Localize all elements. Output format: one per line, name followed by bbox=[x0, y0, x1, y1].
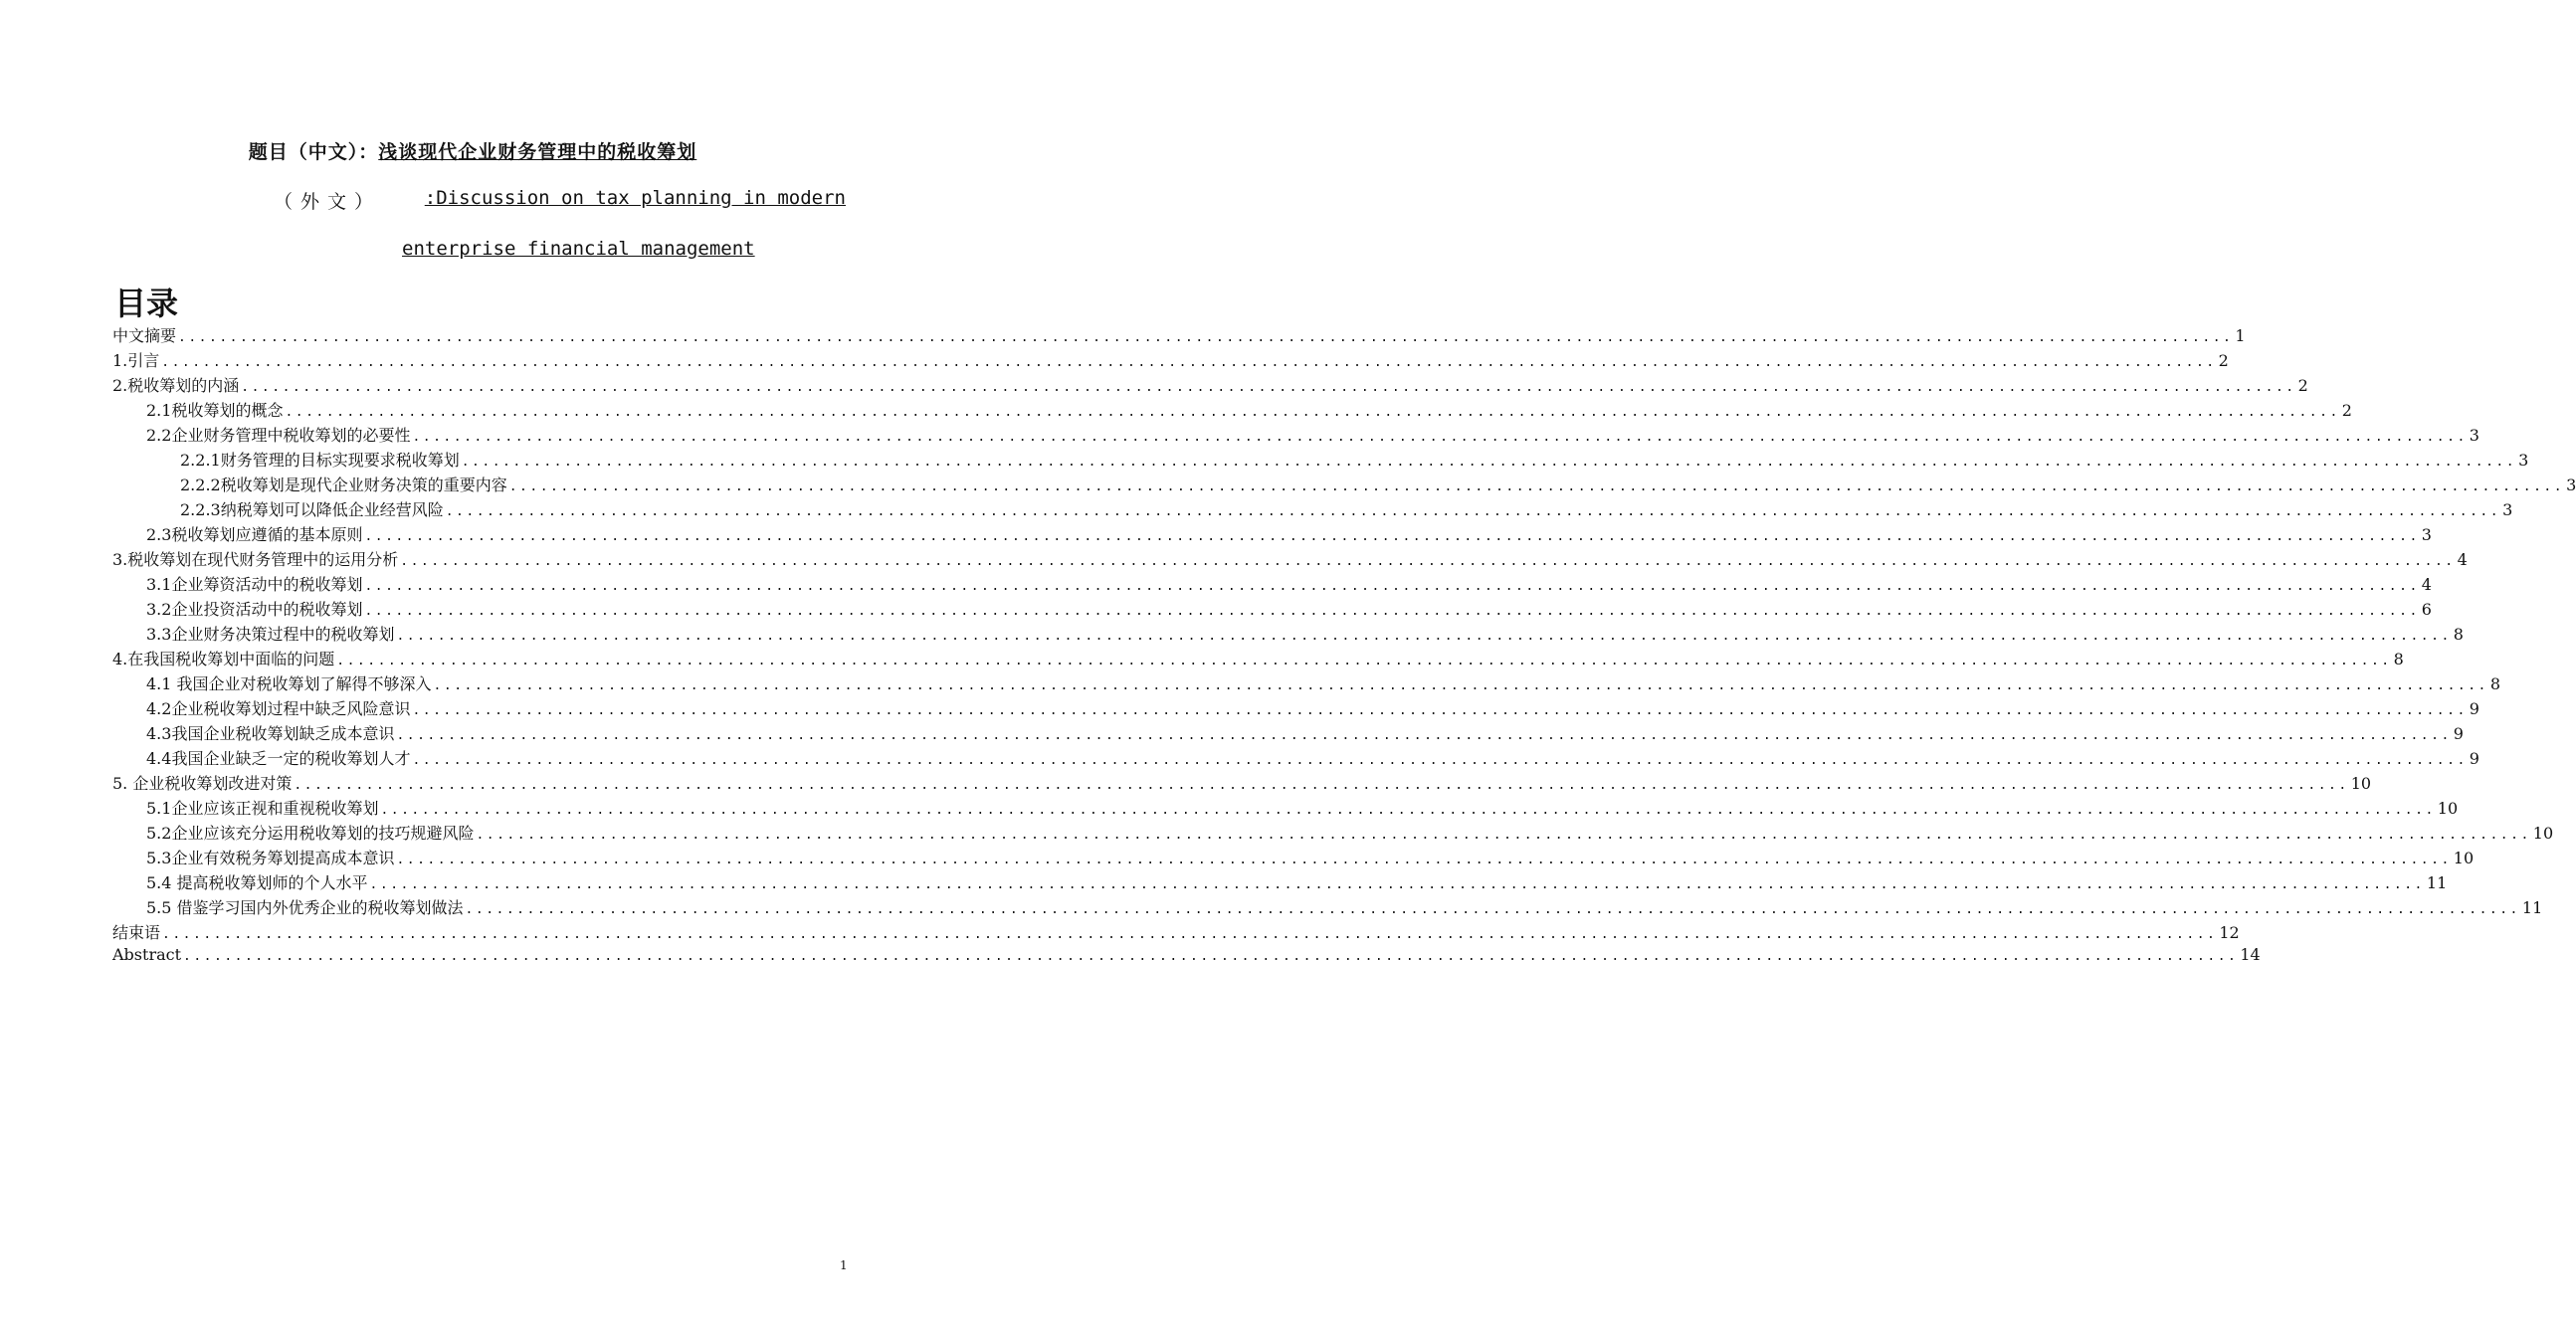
toc-entry-title: 5.3企业有效税务筹划提高成本意识 bbox=[146, 849, 395, 867]
toc-leader-dots: ........................................................................................................................................................................................................ bbox=[400, 554, 2456, 569]
toc-entry-title: 2.2.2税收筹划是现代企业财务决策的重要内容 bbox=[180, 476, 507, 494]
toc-entry-page: 11 bbox=[2426, 873, 2448, 892]
toc-leader-dots: ........................................................................................................................................................................................................ bbox=[380, 803, 2436, 818]
toc-leader-dots: ........................................................................................................................................................................................................ bbox=[369, 877, 2425, 892]
toc-entry[interactable] bbox=[112, 696, 2479, 721]
toc-entry-title: 3.1企业筹资活动中的税收筹划 bbox=[146, 575, 363, 594]
toc-entry-title: 2.1税收筹划的概念 bbox=[146, 401, 284, 420]
toc-entry-page: 8 bbox=[2489, 674, 2501, 693]
toc-leader-dots: ........................................................................................................................................................................................................ bbox=[294, 778, 2349, 793]
toc-heading: 目录 bbox=[114, 285, 179, 322]
toc-entry[interactable] bbox=[112, 746, 2479, 771]
toc-entry-title: 4.3我国企业税收筹划缺乏成本意识 bbox=[146, 724, 395, 743]
toc-entry-page: 6 bbox=[2421, 600, 2432, 619]
toc-entry-page: 8 bbox=[2453, 625, 2464, 644]
toc-entry[interactable] bbox=[112, 323, 2246, 348]
toc-entry-page: 3 bbox=[2469, 426, 2479, 445]
toc-leader-dots: ........................................................................................................................................................................................................ bbox=[476, 828, 2531, 843]
toc-entry[interactable] bbox=[112, 796, 2459, 821]
toc-leader-dots: ........................................................................................................................................................................................................ bbox=[183, 949, 2239, 964]
toc-entry-title: 5.1企业应该正视和重视税收筹划 bbox=[146, 799, 379, 818]
toc-entry-title: 4.2企业税收筹划过程中缺乏风险意识 bbox=[146, 699, 411, 718]
toc-entry-page: 12 bbox=[2219, 923, 2240, 942]
toc-leader-dots: ........................................................................................................................................................................................................ bbox=[364, 604, 2420, 619]
toc-entry[interactable] bbox=[112, 895, 2543, 920]
toc-leader-dots: ........................................................................................................................................................................................................ bbox=[162, 927, 2218, 942]
toc-entry-page: 10 bbox=[2532, 824, 2554, 843]
toc-leader-dots: ........................................................................................................................................................................................................ bbox=[285, 405, 2340, 420]
toc-entry-title: 5.5 借鉴学习国内外优秀企业的税收筹划做法 bbox=[146, 898, 464, 917]
toc-leader-dots: ........................................................................................................................................................................................................ bbox=[336, 654, 2392, 668]
english-title-part-2: enterprise financial management bbox=[402, 238, 755, 260]
toc-entry-page: 10 bbox=[2437, 799, 2459, 818]
toc-entry[interactable] bbox=[112, 597, 2432, 622]
toc-entry[interactable] bbox=[112, 920, 2240, 945]
toc-entry-title: 3.2企业投资活动中的税收筹划 bbox=[146, 600, 363, 619]
toc-leader-dots: ........................................................................................................................................................................................................ bbox=[412, 703, 2468, 718]
toc-entry-title: 5.4 提高税收筹划师的个人水平 bbox=[146, 873, 368, 892]
toc-entry[interactable] bbox=[112, 870, 2448, 895]
toc-leader-dots: ........................................................................................................................................................................................................ bbox=[364, 529, 2420, 544]
chinese-title: 浅谈现代企业财务管理中的税收筹划 bbox=[378, 141, 697, 163]
toc-leader-dots: ........................................................................................................................................................................................................ bbox=[161, 355, 2217, 370]
table-of-contents bbox=[112, 323, 2576, 970]
toc-entry-title: 3.3企业财务决策过程中的税收筹划 bbox=[146, 625, 395, 644]
toc-entry-page: 10 bbox=[2453, 849, 2475, 867]
toc-leader-dots: ........................................................................................................................................................................................................ bbox=[364, 579, 2420, 594]
toc-entry[interactable] bbox=[112, 423, 2479, 448]
toc-entry-page: 1 bbox=[2235, 326, 2246, 345]
toc-entry-page: 9 bbox=[2469, 749, 2479, 768]
toc-entry-title: 2.税收筹划的内涵 bbox=[112, 376, 240, 395]
toc-leader-dots: ........................................................................................................................................................................................................ bbox=[178, 330, 2234, 345]
toc-entry-title: 2.3税收筹划应遵循的基本原则 bbox=[146, 525, 363, 544]
toc-entry-title: 4.在我国税收筹划中面临的问题 bbox=[112, 650, 335, 668]
toc-leader-dots: ........................................................................................................................................................................................................ bbox=[445, 504, 2501, 519]
toc-leader-dots: ........................................................................................................................................................................................................ bbox=[465, 902, 2520, 917]
english-title-label: （外文） bbox=[274, 191, 382, 213]
toc-entry-page: 2 bbox=[2218, 351, 2229, 370]
page-number: 1 bbox=[840, 1258, 848, 1272]
toc-entry[interactable] bbox=[112, 945, 2261, 970]
toc-leader-dots: ........................................................................................................................................................................................................ bbox=[412, 753, 2468, 768]
toc-entry[interactable] bbox=[112, 671, 2501, 696]
toc-entry-page: 9 bbox=[2453, 724, 2464, 743]
toc-entry-page: 3 bbox=[2502, 500, 2513, 519]
toc-entry-page: 4 bbox=[2457, 550, 2468, 569]
toc-entry-title: 4.4我国企业缺乏一定的税收筹划人才 bbox=[146, 749, 411, 768]
toc-entry-title: 4.1 我国企业对税收筹划了解得不够深入 bbox=[146, 674, 432, 693]
toc-leader-dots: ........................................................................................................................................................................................................ bbox=[433, 678, 2488, 693]
toc-entry[interactable] bbox=[112, 522, 2432, 547]
toc-entry-title: 2.2.1财务管理的目标实现要求税收筹划 bbox=[180, 451, 460, 470]
toc-entry[interactable] bbox=[112, 348, 2229, 373]
toc-entry[interactable] bbox=[112, 821, 2554, 846]
toc-entry-title: 5. 企业税收筹划改进对策 bbox=[112, 774, 293, 793]
toc-entry[interactable] bbox=[112, 771, 2372, 796]
toc-entry[interactable] bbox=[112, 647, 2404, 671]
toc-entry-title: 1.引言 bbox=[112, 351, 160, 370]
toc-leader-dots: ........................................................................................................................................................................................................ bbox=[241, 380, 2296, 395]
toc-entry[interactable] bbox=[112, 448, 2529, 473]
toc-entry-title: 3.税收筹划在现代财务管理中的运用分析 bbox=[112, 550, 399, 569]
toc-entry[interactable] bbox=[112, 846, 2475, 870]
toc-leader-dots: ........................................................................................................................................................................................................ bbox=[396, 629, 2452, 644]
toc-leader-dots: ........................................................................................................................................................................................................ bbox=[508, 479, 2565, 494]
toc-entry-page: 14 bbox=[2240, 945, 2261, 964]
toc-entry-page: 11 bbox=[2521, 898, 2543, 917]
toc-entry-page: 3 bbox=[2566, 476, 2576, 494]
toc-entry-title: Abstract bbox=[112, 945, 182, 964]
toc-leader-dots: ........................................................................................................................................................................................................ bbox=[396, 853, 2452, 867]
toc-entry-page: 2 bbox=[2297, 376, 2308, 395]
toc-entry[interactable] bbox=[112, 547, 2468, 572]
toc-entry[interactable] bbox=[112, 373, 2308, 398]
toc-entry[interactable] bbox=[112, 622, 2464, 647]
english-title-line-1 bbox=[274, 187, 846, 214]
toc-leader-dots: ........................................................................................................................................................................................................ bbox=[412, 430, 2468, 445]
toc-entry[interactable] bbox=[112, 572, 2432, 597]
chinese-title-line bbox=[0, 137, 945, 164]
toc-entry[interactable] bbox=[112, 721, 2464, 746]
toc-entry[interactable] bbox=[112, 398, 2352, 423]
toc-entry[interactable] bbox=[112, 473, 2576, 497]
toc-entry-page: 8 bbox=[2393, 650, 2404, 668]
toc-entry-page: 3 bbox=[2421, 525, 2432, 544]
toc-entry[interactable] bbox=[112, 497, 2513, 522]
toc-leader-dots: ........................................................................................................................................................................................................ bbox=[461, 455, 2517, 470]
toc-entry-title: 中文摘要 bbox=[112, 326, 177, 345]
toc-entry-title: 2.2企业财务管理中税收筹划的必要性 bbox=[146, 426, 411, 445]
toc-entry-title: 5.2企业应该充分运用税收筹划的技巧规避风险 bbox=[146, 824, 475, 843]
toc-entry-page: 2 bbox=[2341, 401, 2352, 420]
english-title-part-1: :Discussion on tax planning in modern bbox=[424, 187, 846, 209]
toc-entry-page: 10 bbox=[2350, 774, 2372, 793]
toc-entry-title: 结束语 bbox=[112, 923, 161, 942]
toc-entry-title: 2.2.3纳税筹划可以降低企业经营风险 bbox=[180, 500, 444, 519]
toc-entry-page: 4 bbox=[2421, 575, 2432, 594]
toc-entry-page: 9 bbox=[2469, 699, 2479, 718]
chinese-title-label: 题目（中文）： bbox=[248, 141, 379, 163]
toc-leader-dots: ........................................................................................................................................................................................................ bbox=[396, 728, 2452, 743]
toc-entry-page: 3 bbox=[2518, 451, 2529, 470]
